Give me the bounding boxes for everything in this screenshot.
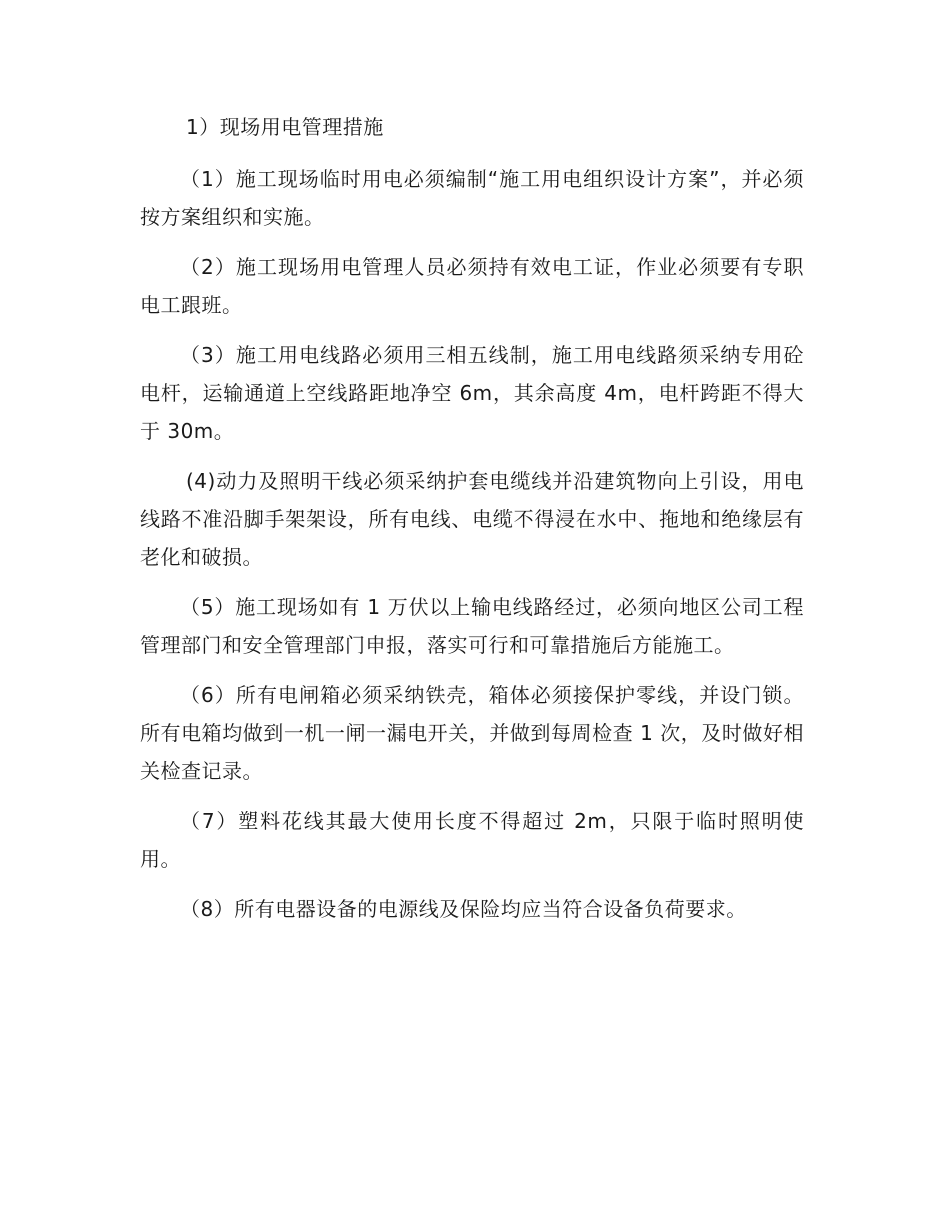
section-heading: 1）现场用电管理措施 bbox=[186, 115, 384, 139]
paragraph-8: （8）所有电器设备的电源线及保险均应当符合设备负荷要求。 bbox=[180, 897, 747, 921]
paragraph-6: （6）所有电闸箱必须采纳铁壳，箱体必须接保护零线，并设门锁。所有电箱均做到一机一闸一漏电开关，并做到每周检查 1 次，及时做好相关检查记录。 bbox=[140, 683, 804, 783]
paragraph-3: （3）施工用电线路必须用三相五线制，施工用电线路须采纳专用砼电杆，运输通道上空线路距地净空 6m，其余高度 4m，电杆跨距不得大于 30m。 bbox=[140, 343, 804, 443]
paragraph-5: （5）施工现场如有 1 万伏以上输电线路经过，必须向地区公司工程管理部门和安全管理部门申报，落实可行和可靠措施后方能施工。 bbox=[140, 595, 804, 657]
paragraph-4: (4)动力及照明干线必须采纳护套电缆线并沿建筑物向上引设，用电线路不准沿脚手架架设，所有电线、电缆不得浸在水中、拖地和绝缘层有老化和破损。 bbox=[140, 469, 804, 569]
document-body bbox=[140, 108, 804, 940]
paragraph-2: （2）施工现场用电管理人员必须持有效电工证，作业必须要有专职电工跟班。 bbox=[140, 255, 804, 317]
paragraph-7: （7）塑料花线其最大使用长度不得超过 2m，只限于临时照明使用。 bbox=[140, 809, 804, 871]
paragraph-1: （1）施工现场临时用电必须编制“施工用电组织设计方案”，并必须按方案组织和实施。 bbox=[140, 167, 804, 229]
